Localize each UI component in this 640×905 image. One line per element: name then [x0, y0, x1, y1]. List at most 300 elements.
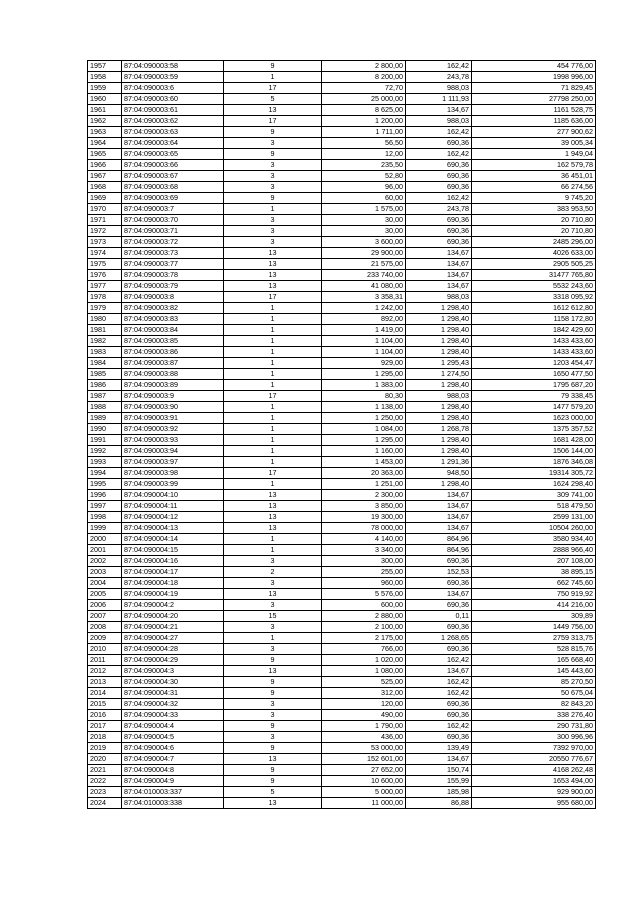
table-row [88, 501, 596, 512]
area-cell: 1 250,00 [322, 413, 406, 424]
area-cell: 1 251,00 [322, 479, 406, 490]
table-row [88, 358, 596, 369]
specific-value-cell: 690,36 [406, 732, 472, 743]
table-row [88, 644, 596, 655]
cadastral-number-cell: 87:04:090003:61 [122, 105, 224, 116]
cadastral-number-cell: 87:04:090003:69 [122, 193, 224, 204]
cadastral-number-cell: 87:04:090003:78 [122, 270, 224, 281]
cadastral-value-cell: 955 680,00 [472, 798, 596, 809]
table-row [88, 721, 596, 732]
area-cell: 1 138,00 [322, 402, 406, 413]
specific-value-cell: 1 298,40 [406, 336, 472, 347]
specific-value-cell: 1 298,40 [406, 413, 472, 424]
cadastral-number-cell: 87:04:090003:82 [122, 303, 224, 314]
specific-value-cell: 1 298,40 [406, 479, 472, 490]
cadastral-value-cell: 1653 494,00 [472, 776, 596, 787]
table-row [88, 182, 596, 193]
table-row [88, 83, 596, 94]
group-code-cell: 1 [224, 446, 322, 457]
group-code-cell: 13 [224, 270, 322, 281]
area-cell: 1 790,00 [322, 721, 406, 732]
row-number-cell: 1965 [88, 149, 122, 160]
area-cell: 12,00 [322, 149, 406, 160]
group-code-cell: 1 [224, 72, 322, 83]
table-row [88, 336, 596, 347]
table-row [88, 72, 596, 83]
group-code-cell: 1 [224, 435, 322, 446]
group-code-cell: 1 [224, 479, 322, 490]
table-row [88, 743, 596, 754]
cadastral-number-cell: 87:04:090004:27 [122, 633, 224, 644]
table-row [88, 127, 596, 138]
group-code-cell: 17 [224, 83, 322, 94]
group-code-cell: 3 [224, 160, 322, 171]
specific-value-cell: 988,03 [406, 292, 472, 303]
cadastral-value-cell: 38 895,15 [472, 567, 596, 578]
cadastral-number-cell: 87:04:090004:18 [122, 578, 224, 589]
row-number-cell: 1964 [88, 138, 122, 149]
group-code-cell: 13 [224, 501, 322, 512]
table-row [88, 776, 596, 787]
cadastral-value-cell: 1842 429,60 [472, 325, 596, 336]
group-code-cell: 1 [224, 633, 322, 644]
group-code-cell: 3 [224, 578, 322, 589]
group-code-cell: 3 [224, 237, 322, 248]
group-code-cell: 3 [224, 226, 322, 237]
area-cell: 152 601,00 [322, 754, 406, 765]
table-row [88, 754, 596, 765]
cadastral-number-cell: 87:04:090004:29 [122, 655, 224, 666]
group-code-cell: 9 [224, 776, 322, 787]
group-code-cell: 17 [224, 292, 322, 303]
row-number-cell: 1986 [88, 380, 122, 391]
area-cell: 27 652,00 [322, 765, 406, 776]
table-row [88, 61, 596, 72]
cadastral-value-cell: 1624 298,40 [472, 479, 596, 490]
cadastral-value-cell: 3580 934,40 [472, 534, 596, 545]
specific-value-cell: 134,67 [406, 589, 472, 600]
cadastral-number-cell: 87:04:010003:338 [122, 798, 224, 809]
cadastral-value-cell: 2905 505,25 [472, 259, 596, 270]
cadastral-number-cell: 87:04:090003:64 [122, 138, 224, 149]
row-number-cell: 1992 [88, 446, 122, 457]
cadastral-value-cell: 2888 966,40 [472, 545, 596, 556]
table-row [88, 380, 596, 391]
table-row [88, 413, 596, 424]
cadastral-number-cell: 87:04:090004:20 [122, 611, 224, 622]
group-code-cell: 9 [224, 765, 322, 776]
row-number-cell: 1984 [88, 358, 122, 369]
row-number-cell: 2022 [88, 776, 122, 787]
area-cell: 2 800,00 [322, 61, 406, 72]
cadastral-value-cell: 1506 144,00 [472, 446, 596, 457]
row-number-cell: 2018 [88, 732, 122, 743]
group-code-cell: 1 [224, 336, 322, 347]
table-row [88, 171, 596, 182]
row-number-cell: 1974 [88, 248, 122, 259]
cadastral-number-cell: 87:04:090003:98 [122, 468, 224, 479]
area-cell: 1 084,00 [322, 424, 406, 435]
row-number-cell: 2020 [88, 754, 122, 765]
table-row [88, 655, 596, 666]
cadastral-number-cell: 87:04:090004:2 [122, 600, 224, 611]
cadastral-value-cell: 1650 477,50 [472, 369, 596, 380]
specific-value-cell: 988,03 [406, 391, 472, 402]
group-code-cell: 9 [224, 127, 322, 138]
table-row [88, 710, 596, 721]
area-cell: 41 080,00 [322, 281, 406, 292]
cadastral-value-cell: 82 843,20 [472, 699, 596, 710]
row-number-cell: 1997 [88, 501, 122, 512]
cadastral-value-cell: 528 815,76 [472, 644, 596, 655]
cadastral-number-cell: 87:04:090004:6 [122, 743, 224, 754]
specific-value-cell: 690,36 [406, 160, 472, 171]
specific-value-cell: 162,42 [406, 193, 472, 204]
specific-value-cell: 134,67 [406, 523, 472, 534]
table-row [88, 94, 596, 105]
cadastral-number-cell: 87:04:090003:97 [122, 457, 224, 468]
specific-value-cell: 1 298,40 [406, 314, 472, 325]
area-cell: 1 711,00 [322, 127, 406, 138]
cadastral-value-cell: 750 919,92 [472, 589, 596, 600]
cadastral-value-cell: 165 668,40 [472, 655, 596, 666]
specific-value-cell: 152,53 [406, 567, 472, 578]
table-row [88, 534, 596, 545]
row-number-cell: 1976 [88, 270, 122, 281]
cadastral-value-cell: 300 996,96 [472, 732, 596, 743]
row-number-cell: 1969 [88, 193, 122, 204]
cadastral-number-cell: 87:04:090004:13 [122, 523, 224, 534]
row-number-cell: 1971 [88, 215, 122, 226]
row-number-cell: 2011 [88, 655, 122, 666]
specific-value-cell: 690,36 [406, 699, 472, 710]
area-cell: 120,00 [322, 699, 406, 710]
specific-value-cell: 864,96 [406, 534, 472, 545]
area-cell: 52,80 [322, 171, 406, 182]
table-row [88, 105, 596, 116]
table-row [88, 578, 596, 589]
row-number-cell: 1988 [88, 402, 122, 413]
group-code-cell: 3 [224, 622, 322, 633]
cadastral-number-cell: 87:04:090003:9 [122, 391, 224, 402]
row-number-cell: 2015 [88, 699, 122, 710]
group-code-cell: 1 [224, 358, 322, 369]
specific-value-cell: 1 274,50 [406, 369, 472, 380]
cadastral-number-cell: 87:04:090003:6 [122, 83, 224, 94]
area-cell: 2 300,00 [322, 490, 406, 501]
table-row [88, 457, 596, 468]
specific-value-cell: 988,03 [406, 83, 472, 94]
row-number-cell: 1958 [88, 72, 122, 83]
row-number-cell: 2007 [88, 611, 122, 622]
row-number-cell: 1975 [88, 259, 122, 270]
table-row [88, 369, 596, 380]
specific-value-cell: 155,99 [406, 776, 472, 787]
cadastral-value-cell: 4026 633,00 [472, 248, 596, 259]
area-cell: 3 358,31 [322, 292, 406, 303]
group-code-cell: 5 [224, 94, 322, 105]
specific-value-cell: 162,42 [406, 655, 472, 666]
specific-value-cell: 690,36 [406, 237, 472, 248]
area-cell: 72,70 [322, 83, 406, 94]
cadastral-value-cell: 309,89 [472, 611, 596, 622]
area-cell: 525,00 [322, 677, 406, 688]
table-row [88, 204, 596, 215]
row-number-cell: 1985 [88, 369, 122, 380]
specific-value-cell: 1 268,65 [406, 633, 472, 644]
group-code-cell: 3 [224, 644, 322, 655]
area-cell: 766,00 [322, 644, 406, 655]
specific-value-cell: 1 268,78 [406, 424, 472, 435]
table-row [88, 545, 596, 556]
row-number-cell: 2014 [88, 688, 122, 699]
cadastral-number-cell: 87:04:090003:72 [122, 237, 224, 248]
specific-value-cell: 1 298,40 [406, 303, 472, 314]
group-code-cell: 9 [224, 193, 322, 204]
area-cell: 312,00 [322, 688, 406, 699]
cadastral-number-cell: 87:04:090004:14 [122, 534, 224, 545]
cadastral-number-cell: 87:04:090003:70 [122, 215, 224, 226]
cadastral-value-cell: 71 829,45 [472, 83, 596, 94]
specific-value-cell: 162,42 [406, 149, 472, 160]
row-number-cell: 1987 [88, 391, 122, 402]
cadastral-value-cell: 145 443,60 [472, 666, 596, 677]
table-row [88, 237, 596, 248]
specific-value-cell: 134,67 [406, 754, 472, 765]
cadastral-number-cell: 87:04:090003:89 [122, 380, 224, 391]
specific-value-cell: 134,67 [406, 501, 472, 512]
table-row [88, 160, 596, 171]
row-number-cell: 2021 [88, 765, 122, 776]
table-row [88, 479, 596, 490]
area-cell: 53 000,00 [322, 743, 406, 754]
area-cell: 5 576,00 [322, 589, 406, 600]
group-code-cell: 3 [224, 556, 322, 567]
cadastral-value-cell: 1998 996,00 [472, 72, 596, 83]
area-cell: 3 850,00 [322, 501, 406, 512]
cadastral-number-cell: 87:04:090004:28 [122, 644, 224, 655]
table-row [88, 270, 596, 281]
specific-value-cell: 162,42 [406, 688, 472, 699]
table-row [88, 116, 596, 127]
group-code-cell: 13 [224, 666, 322, 677]
specific-value-cell: 1 291,36 [406, 457, 472, 468]
specific-value-cell: 690,36 [406, 710, 472, 721]
cadastral-value-cell: 4168 262,48 [472, 765, 596, 776]
cadastral-number-cell: 87:04:090004:21 [122, 622, 224, 633]
row-number-cell: 2003 [88, 567, 122, 578]
cadastral-number-cell: 87:04:090003:71 [122, 226, 224, 237]
row-number-cell: 2013 [88, 677, 122, 688]
area-cell: 1 104,00 [322, 336, 406, 347]
group-code-cell: 1 [224, 457, 322, 468]
row-number-cell: 1966 [88, 160, 122, 171]
group-code-cell: 17 [224, 391, 322, 402]
specific-value-cell: 162,42 [406, 127, 472, 138]
cadastral-value-cell: 27798 250,00 [472, 94, 596, 105]
area-cell: 80,30 [322, 391, 406, 402]
group-code-cell: 1 [224, 534, 322, 545]
specific-value-cell: 690,36 [406, 182, 472, 193]
group-code-cell: 13 [224, 248, 322, 259]
group-code-cell: 9 [224, 721, 322, 732]
area-cell: 2 100,00 [322, 622, 406, 633]
cadastral-number-cell: 87:04:090003:85 [122, 336, 224, 347]
area-cell: 960,00 [322, 578, 406, 589]
group-code-cell: 3 [224, 215, 322, 226]
group-code-cell: 3 [224, 182, 322, 193]
specific-value-cell: 690,36 [406, 215, 472, 226]
specific-value-cell: 1 298,40 [406, 446, 472, 457]
specific-value-cell: 86,88 [406, 798, 472, 809]
cadastral-number-cell: 87:04:090003:88 [122, 369, 224, 380]
area-cell: 25 000,00 [322, 94, 406, 105]
cadastral-number-cell: 87:04:090003:73 [122, 248, 224, 259]
area-cell: 96,00 [322, 182, 406, 193]
table-row [88, 688, 596, 699]
specific-value-cell: 690,36 [406, 600, 472, 611]
group-code-cell: 9 [224, 61, 322, 72]
cadastral-number-cell: 87:04:090004:8 [122, 765, 224, 776]
cadastral-number-cell: 87:04:090003:77 [122, 259, 224, 270]
area-cell: 1 295,00 [322, 435, 406, 446]
row-number-cell: 2010 [88, 644, 122, 655]
group-code-cell: 1 [224, 347, 322, 358]
row-number-cell: 2009 [88, 633, 122, 644]
cadastral-value-cell: 1876 346,08 [472, 457, 596, 468]
specific-value-cell: 139,49 [406, 743, 472, 754]
row-number-cell: 1989 [88, 413, 122, 424]
row-number-cell: 1961 [88, 105, 122, 116]
specific-value-cell: 134,67 [406, 666, 472, 677]
specific-value-cell: 1 298,40 [406, 325, 472, 336]
row-number-cell: 2012 [88, 666, 122, 677]
row-number-cell: 2002 [88, 556, 122, 567]
group-code-cell: 1 [224, 303, 322, 314]
area-cell: 490,00 [322, 710, 406, 721]
row-number-cell: 1977 [88, 281, 122, 292]
table-row [88, 622, 596, 633]
row-number-cell: 1968 [88, 182, 122, 193]
table-row [88, 347, 596, 358]
cadastral-number-cell: 87:04:090003:68 [122, 182, 224, 193]
table-row [88, 391, 596, 402]
area-cell: 2 175,00 [322, 633, 406, 644]
specific-value-cell: 243,78 [406, 72, 472, 83]
row-number-cell: 1962 [88, 116, 122, 127]
area-cell: 29 900,00 [322, 248, 406, 259]
table-row [88, 303, 596, 314]
group-code-cell: 3 [224, 732, 322, 743]
area-cell: 3 600,00 [322, 237, 406, 248]
cadastral-value-cell: 1161 528,75 [472, 105, 596, 116]
cadastral-value-cell: 20550 776,67 [472, 754, 596, 765]
cadastral-number-cell: 87:04:090004:33 [122, 710, 224, 721]
cadastral-value-cell: 39 005,34 [472, 138, 596, 149]
specific-value-cell: 150,74 [406, 765, 472, 776]
area-cell: 1 242,00 [322, 303, 406, 314]
area-cell: 929,00 [322, 358, 406, 369]
specific-value-cell: 690,36 [406, 226, 472, 237]
specific-value-cell: 1 298,40 [406, 402, 472, 413]
table-row [88, 226, 596, 237]
row-number-cell: 1972 [88, 226, 122, 237]
group-code-cell: 13 [224, 490, 322, 501]
cadastral-value-cell: 1 949,04 [472, 149, 596, 160]
table-row [88, 512, 596, 523]
cadastral-value-cell: 1203 454,47 [472, 358, 596, 369]
table-row [88, 556, 596, 567]
cadastral-number-cell: 87:04:090003:8 [122, 292, 224, 303]
area-cell: 19 300,00 [322, 512, 406, 523]
cadastral-value-cell: 1449 756,00 [472, 622, 596, 633]
row-number-cell: 2017 [88, 721, 122, 732]
group-code-cell: 3 [224, 710, 322, 721]
cadastral-value-cell: 19314 305,72 [472, 468, 596, 479]
row-number-cell: 1980 [88, 314, 122, 325]
group-code-cell: 13 [224, 754, 322, 765]
row-number-cell: 2008 [88, 622, 122, 633]
cadastral-number-cell: 87:04:090003:59 [122, 72, 224, 83]
cadastral-value-cell: 290 731,80 [472, 721, 596, 732]
group-code-cell: 1 [224, 369, 322, 380]
row-number-cell: 2006 [88, 600, 122, 611]
area-cell: 3 340,00 [322, 545, 406, 556]
row-number-cell: 1963 [88, 127, 122, 138]
table-row [88, 248, 596, 259]
area-cell: 11 000,00 [322, 798, 406, 809]
cadastral-value-cell: 383 953,50 [472, 204, 596, 215]
cadastral-number-cell: 87:04:090004:15 [122, 545, 224, 556]
cadastral-value-cell: 309 741,00 [472, 490, 596, 501]
table-row [88, 325, 596, 336]
group-code-cell: 3 [224, 600, 322, 611]
cadastral-value-cell: 518 479,50 [472, 501, 596, 512]
table-row [88, 193, 596, 204]
cadastral-value-cell: 5532 243,60 [472, 281, 596, 292]
cadastral-number-cell: 87:04:090004:11 [122, 501, 224, 512]
table-row [88, 149, 596, 160]
row-number-cell: 1991 [88, 435, 122, 446]
specific-value-cell: 134,67 [406, 270, 472, 281]
row-number-cell: 1959 [88, 83, 122, 94]
cadastral-number-cell: 87:04:090003:79 [122, 281, 224, 292]
cadastral-number-cell: 87:04:090003:60 [122, 94, 224, 105]
table-row [88, 611, 596, 622]
cadastral-value-cell: 9 745,20 [472, 193, 596, 204]
specific-value-cell: 690,36 [406, 138, 472, 149]
group-code-cell: 9 [224, 677, 322, 688]
specific-value-cell: 1 111,93 [406, 94, 472, 105]
specific-value-cell: 134,67 [406, 248, 472, 259]
group-code-cell: 2 [224, 567, 322, 578]
table-row [88, 281, 596, 292]
area-cell: 78 000,00 [322, 523, 406, 534]
area-cell: 56,50 [322, 138, 406, 149]
area-cell: 1 453,00 [322, 457, 406, 468]
row-number-cell: 2023 [88, 787, 122, 798]
cadastral-number-cell: 87:04:090004:10 [122, 490, 224, 501]
row-number-cell: 1978 [88, 292, 122, 303]
cadastral-value-cell: 36 451,01 [472, 171, 596, 182]
specific-value-cell: 162,42 [406, 677, 472, 688]
area-cell: 30,00 [322, 215, 406, 226]
group-code-cell: 1 [224, 314, 322, 325]
cadastral-value-cell: 207 108,00 [472, 556, 596, 567]
cadastral-value-cell: 1185 636,00 [472, 116, 596, 127]
row-number-cell: 2005 [88, 589, 122, 600]
cadastral-value-cell: 79 338,45 [472, 391, 596, 402]
